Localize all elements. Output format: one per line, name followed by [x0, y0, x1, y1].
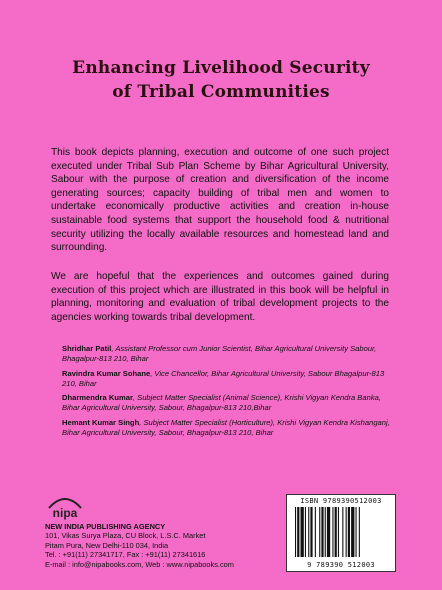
barcode-bar: [297, 507, 299, 557]
barcode-bar: [351, 507, 354, 557]
barcode-bar: [342, 507, 343, 557]
barcode-bar: [327, 507, 330, 557]
author-entry: [62, 393, 392, 413]
barcode-bar: [335, 507, 337, 557]
publisher-address-line-2: Pitam Pura, New Delhi-110 034, India: [45, 540, 169, 550]
svg-text:nipa: nipa: [52, 506, 78, 520]
barcode-bar: [305, 507, 306, 557]
author-name: Ravindra Kumar Sohane: [62, 368, 151, 378]
isbn-barcode: [286, 494, 396, 572]
barcode-bar: [332, 507, 333, 557]
author-list: [62, 344, 392, 442]
author-affiliation: , Subject Matter Specialist (Animal Science), Krishi Vigyan Kendra Banka, Bihar Agricultural University, Sabour, Bhagalpur-813 210,Bihar: [62, 393, 381, 412]
description-paragraph-1: This book depicts planning, execution and outcome of one such project executed under Tribal Sub Plan Scheme by Bihar Agricultural University, Sabour with the purpose of creation and diversification of the income generating sources; capacity building of tribal men and women to undertake economically productive activities and creation in-house sustainable food systems that support the household food & nutritional security utilizing the locally available resources and homestead land and surrounding.: [51, 147, 389, 254]
barcode-bar: [295, 507, 296, 557]
author-name: Shridhar Patil: [62, 344, 112, 353]
barcode-bars: [295, 507, 387, 557]
author-name: Dharmendra Kumar: [62, 393, 133, 402]
author-entry: [62, 369, 392, 389]
barcode-bar: [321, 507, 323, 557]
barcode-bar: [338, 507, 339, 557]
author-affiliation: , Vice Chancellor, Bihar Agricultural University, Sabour Bhagalpur-813 210, Bihar: [62, 368, 385, 388]
author-entry: [62, 418, 392, 438]
author-affiliation: , Subject Matter Specialist (Horticulture), Krishi Vigyan Kendra Kishanganj, Bihar Agricultural University, Sabour, Bhagalpur-813 210, Bihar: [62, 417, 390, 437]
barcode-bar: [359, 507, 360, 557]
barcode-bar: [301, 507, 304, 557]
barcode-bar: [325, 507, 326, 557]
publisher-contact: E-mail : info@nipabooks.com, Web : www.nipabooks.com: [45, 559, 234, 569]
barcode-bar: [310, 507, 312, 557]
publisher-name: NEW INDIA PUBLISHING AGENCY: [45, 522, 166, 531]
author-affiliation: , Assistant Professor cum Junior Scientist, Bihar Agricultural University Sabour, Bhagalpur-813 210, Bihar: [62, 344, 377, 363]
barcode-bar: [348, 507, 350, 557]
barcode-bar: [356, 507, 357, 557]
publisher-address-line-1: 101, Vikas Surya Plaza, CU Block, L.S.C. Market: [45, 531, 206, 541]
barcode-bar: [346, 507, 347, 557]
title-line-2: of Tribal Communities: [112, 82, 330, 102]
barcode-number: 9 789390 512003: [307, 561, 375, 569]
barcode-bar: [308, 507, 309, 557]
isbn-label: ISBN 9789390512003: [300, 497, 382, 505]
description-paragraph-2: We are hopeful that the experiences and outcomes gained during execution of this project which are illustrated in this book will be helpful in planning, monitoring and evaluation of tribal development projects to the agencies working towards tribal development.: [51, 271, 389, 323]
publisher-logo-icon: [45, 494, 85, 520]
barcode-bar: [319, 507, 320, 557]
author-name: Hemant Kumar Singh: [62, 417, 140, 427]
author-entry: [62, 344, 392, 364]
publisher-phone: Tel. : +91(11) 27341717, Fax : +91(11) 27341616: [45, 550, 206, 560]
publisher-info: [45, 522, 234, 569]
barcode-bar: [315, 507, 316, 557]
title-line-1: Enhancing Livelihood Security: [72, 58, 370, 78]
book-title: [0, 56, 442, 104]
